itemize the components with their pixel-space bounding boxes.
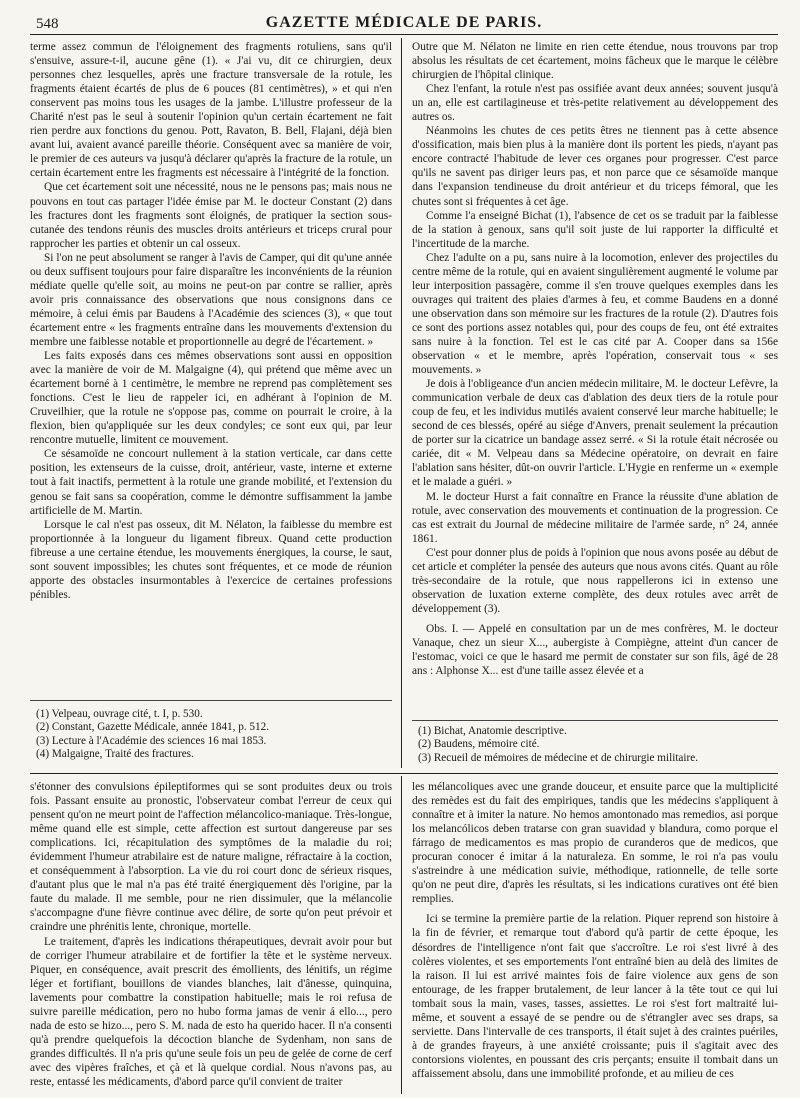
paragraph: Néanmoins les chutes de ces petits êtres ne tiennent pas à cette absence d'ossification, mais bien plus à la manière dont ils portent les pieds, n'ayant pas encore contracté l'habitude de lever ces organes pour progresser. C'est parce qu'ils ne savent pas diriger leurs pas, et non parce que ce sésamoïde manque dans l'expansion tendineuse du droit antérieur et du triceps fémoral, que les chutes sont si fréquentes à cet âge.	[412, 125, 778, 208]
paragraph: C'est pour donner plus de poids à l'opinion que nous avons posée au début de cet article et compléter la pensée des auteurs que nous avons cités. Quant au rôle très-secondaire de la rotule, que nous rappellerons ici in extenso une observation de luxation externe complète, des deux rotules avec arrêt de développement (3).	[412, 546, 778, 615]
footnote: (4) Malgaigne, Traité des fractures.	[36, 747, 194, 760]
footnote-rule-right	[412, 720, 778, 721]
footnote: (2) Constant, Gazette Médicale, année 1841, p. 512.	[36, 721, 269, 734]
column-top-right	[412, 40, 778, 705]
footnotes-right	[412, 725, 778, 765]
column-top-left	[30, 40, 392, 690]
column-divider-bottom	[401, 776, 402, 1094]
footnote: (3) Recueil de mémoires de médecine et de chirurgie militaire.	[418, 751, 698, 764]
footnotes-left	[30, 708, 392, 761]
paragraph: Ce sésamoïde ne concourt nullement à la station verticale, car dans cette position, les extenseurs de la cuisse, droit, antérieur, vaste, interne et externe tout à fait inactifs, permettent à la rotule une grande mobilité, et l'extension du genou se fait sans sa coopération, comme le démontre suffisamment la jambe artificielle de M. Martin.	[30, 448, 392, 517]
footnote: (1) Velpeau, ouvrage cité, t. I, p. 530.	[36, 708, 203, 720]
paragraph: M. le docteur Hurst a fait connaître en France la réussite d'une ablation de rotule, avec conservation des mouvements et continuation de la progression. Ce cas est extrait du Journal de médecine militaire de l'armée sarde, n° 24, année 1861.	[412, 490, 778, 545]
page-number: 548	[36, 16, 59, 32]
paragraph: Lorsque le cal n'est pas osseux, dit M. Nélaton, la faiblesse du membre est proportionnée à la longueur du ligament fibreux. Quand cette production fibreuse a une certaine étendue, les mouvements énergiques, la course, le saut, sont souvent impossibles; les chutes sont fréquentes, et ce mode de réunion apporte des obstacles insurmontables à l'exercice de certaines professions pénibles.	[30, 518, 392, 601]
column-divider-top	[401, 38, 402, 768]
paragraph: Si l'on ne peut absolument se ranger à l'avis de Camper, qui dit qu'une année ou deux suffisent toujours pour faire disparaître les inconvénients de la réunion médiate quelle qu'elle soit, au moins ne peut-on par contre se rallier, après avoir pris connaissance des observations que nous consignons dans ce mémoire, à celui émis par Baudens à l'Académie des sciences (3), « que tout écartement entre « les fragments entraîne dans les mouvements d'extension du membre une faiblesse notable et proportionnelle au degré de l'écartement. »	[30, 251, 392, 348]
footnote: (2) Baudens, mémoire cité.	[418, 738, 540, 751]
paragraph: les mélancoliques avec une grande douceur, et ensuite parce que la multiplicité des remèdes est du fait des empiriques, tandis que les médecins s'appliquent à connaître et à imiter la nature. No hemos amontonado mas remedios, asi porque los melancólicos deben tratarse con gran suavidad y blandura, como porque el fárrago de medicamentos es mas propio de curanderos que de medicos, que procuran conocer é imitar á la naturaleza. En somme, le roi n'a pas voulu s'astreindre à une médication suivie, méthodique, rationnelle, de telle sorte qu'on ne peut dire, d'après les résultats, si les indications curatives ont été bien remplies.	[412, 781, 778, 906]
paragraph: Les faits exposés dans ces mêmes observations sont aussi en opposition avec la manière de voir de M. Malgaigne (4), qui prétend que même avec un écartement borné à 1 centimètre, le membre ne reprend pas complètement ses fonctions. C'est le lieu de rappeler ici, en adhérant à l'opinion de M. Cruveilhier, que la rotule ne s'oppose pas, comme on pourrait le croire, à la flexion, bien qu'appliquée sur les deux condyles; ce sont eux qui, par leur rencontre mutuelle, limitent ce mouvement.	[30, 350, 392, 447]
paragraph: Comme l'a enseigné Bichat (1), l'absence de cet os se traduit par la faiblesse de la station à genoux, sans qu'il soit juste de lui rapporter la difficulté et l'incertitude de la marche.	[412, 209, 778, 250]
column-bottom-left	[30, 780, 392, 1096]
paragraph: Chez l'enfant, la rotule n'est pas ossifiée avant deux années; souvent jusqu'à un an, elle est cartilagineuse et très-petite relativement au développement des autres os.	[412, 83, 778, 124]
paragraph: Outre que M. Nélaton ne limite en rien cette étendue, nous trouvons par trop absolus les résultats de cet écartement, moins fâcheux que le marque le célèbre chirurgien de l'hôpital clinique.	[412, 41, 778, 82]
footnote-rule-left	[30, 700, 392, 701]
footnote: (1) Bichat, Anatomie descriptive.	[418, 725, 567, 737]
section-divider	[30, 773, 778, 774]
page-header	[30, 8, 778, 35]
paragraph: Le traitement, d'après les indications thérapeutiques, devrait avoir pour but de corriger l'humeur atrabilaire et de fortifier la tête et le système nerveux. Piquer, en conséquence, avait prescrit des émollients, des lénitifs, un régime léger et fortifiant, bouillons de viandes blanches, lait d'ânesse, quinquina, lavements pour combattre la constipation habituelle; mais le roi refusa de suivre pareille médication, pero no hubo forma jamas de venir á ello..., pero nada de esto se hizo..., pero S. M. nada de esto ha querido hacer. Il n'a consenti qu'à prendre quelquefois la décoction blanche de Sydenham, non sans de grandes difficultés. Il n'a pris qu'une seule fois un peu de gelée de corne de cerf avec des vipères fraîches, et çà et là quelque cordial. Nous n'avons pas, au reste, entassé les médicaments, d'abord parce qu'il convient de traiter	[30, 935, 392, 1088]
column-bottom-right	[412, 780, 778, 1096]
journal-title: GAZETTE MÉDICALE DE PARIS.	[265, 14, 543, 31]
paragraph: Chez l'adulte on a pu, sans nuire à la locomotion, enlever des projectiles du centre même de la rotule, qui en avaient singulièrement augmenté le volume par leur interposition passagère, comme il s'en trouve quelques exemples dans les ouvrages qui traitent des plaies d'armes à feu, et comme Baudens en a donné une observation dans son mémoire sur les fractures de la rotule (2). D'autres fois ce sont des portions assez notables qui, pour des coups de feu, ont été extraites sans nuire à la fonction. Tel est le cas cité par A. Cooper dans sa 156e observation « et le membre, après l'opération, conservait tous « ses mouvements. »	[412, 251, 778, 377]
paragraph: Ici se termine la première partie de la relation. Piquer reprend son histoire à la fin de février, et remarque tout d'abord qu'à partir de cette époque, les désordres de l'intelligence n'ont fait que s'accroître. Le roi s'est livré à des colères violentes, et ses emportements l'ont entraîné bien au delà des limites de la raison. Il lui est arrivé maintes fois de faire violence aux gens de son entourage, de les frapper brutalement, de leur lancer à la tête tout ce qui lui tombait sous la main, vases, tasses, assiettes. Le roi s'est fort maltraité lui-même, et souvent a essayé de se pendre ou de s'étrangler avec ses draps, sa serviette. Dans l'intervalle de ces transports, il était sujet à des craintes puériles, à de grandes frayeurs, à une anxiété croissante; puis il s'agitait avec des contorsions violentes, en poussant des cris perçants; ensuite il tombait dans un affaissement absolu, dans une immobilité profonde, et au milieu de ces	[412, 913, 778, 1080]
paragraph: Je dois à l'obligeance d'un ancien médecin militaire, M. le docteur Lefèvre, la communication verbale de deux cas d'ablation des deux tiers de la rotule pour coup de feu, et les individus mutilés avaient conservé leur marche habituelle; le second de ces blessés, opéré au siége d'Anvers, prenait seulement la précaution de porter sur la cicatrice un bandage assez serré. « Si la rotule était nécrosée ou cariée, dit « M. Velpeau dans sa Médecine opératoire, on devrait en faire l'ablation sans hésiter, dût-on ouvrir l'article. L'Hygie en renferme un « exemple et le malade a guéri. »	[412, 378, 778, 489]
footnote: (3) Lecture à l'Académie des sciences 16 mai 1853.	[36, 734, 267, 747]
paragraph: Que cet écartement soit une nécessité, nous ne le pensons pas; mais nous ne pouvons en tout cas partager l'idée émise par M. le docteur Constant (2) dans les fractures dont les fragments sont éloignés, de pratiquer la section sous-cutanée des tendons réunis des muscles droits antérieurs et triceps crural pour rapprocher les parties et obtenir un cal osseux.	[30, 181, 392, 250]
paragraph: terme assez commun de l'éloignement des fragments rotuliens, sans qu'il s'ensuive, assure-t-il, aucune gêne (1). « J'ai vu, dit ce chirurgien, deux personnes chez lesquelles, après une fracture transversale de la rotule, les fragments étaient écartés de plus de 6 pouces (81 centimètres), » et qui n'en conservent pas moins tous les usages de la jambe. L'illustre professeur de la Charité n'est pas le seul à soutenir l'opinion qu'un certain écartement ne fait rien perdre aux fonctions du genou. Pott, Ravaton, B. Bell, Flajani, déjà bien avant lui, avaient avancé pareille théorie. Conséquent avec sa manière de voir, le premier de ces auteurs va jusqu'à déclarer qu'après la fracture de la rotule, un certain écartement entre les fragments est nécessaire à l'intégrité de la fonction.	[30, 41, 392, 180]
observation-paragraph: Obs. I. — Appelé en consultation par un de mes confrères, M. le docteur Vanaque, chez un sieur X..., aubergiste à Compiègne, atteint d'un cancer de l'estomac, voici ce que le hasard me permit de constater sur son fils, âgé de 28 ans : Alphonse X... est d'une taille assez élevée et a	[412, 622, 778, 678]
paragraph: s'étonner des convulsions épileptiformes qui se sont produites deux ou trois fois. Passant ensuite au pronostic, l'observateur combat l'erreur de ceux qui pensent qu'on ne meurt point de l'affection mélancolico-maniaque. Très-longue, même quand elle est simple, cette affection est surtout dangereuse par ses complications. Ici, récapitulation des symptômes de la maladie du roi; évidemment l'humeur atrabilaire est de nature maligne, réfractaire à la coction, et conséquemment à l'absorption. La vie du roi court donc de sérieux risques, d'autant plus que le mal n'a pas été traité énergiquement dès l'origine, par la faute du malade. Il me semble, pour ne rien dissimuler, que la mélancolie s'accompagne d'une fièvre continue avec délire, de sorte qu'on peut prévoir et craindre une phrénitis lente, chronique, mortelle.	[30, 781, 392, 934]
